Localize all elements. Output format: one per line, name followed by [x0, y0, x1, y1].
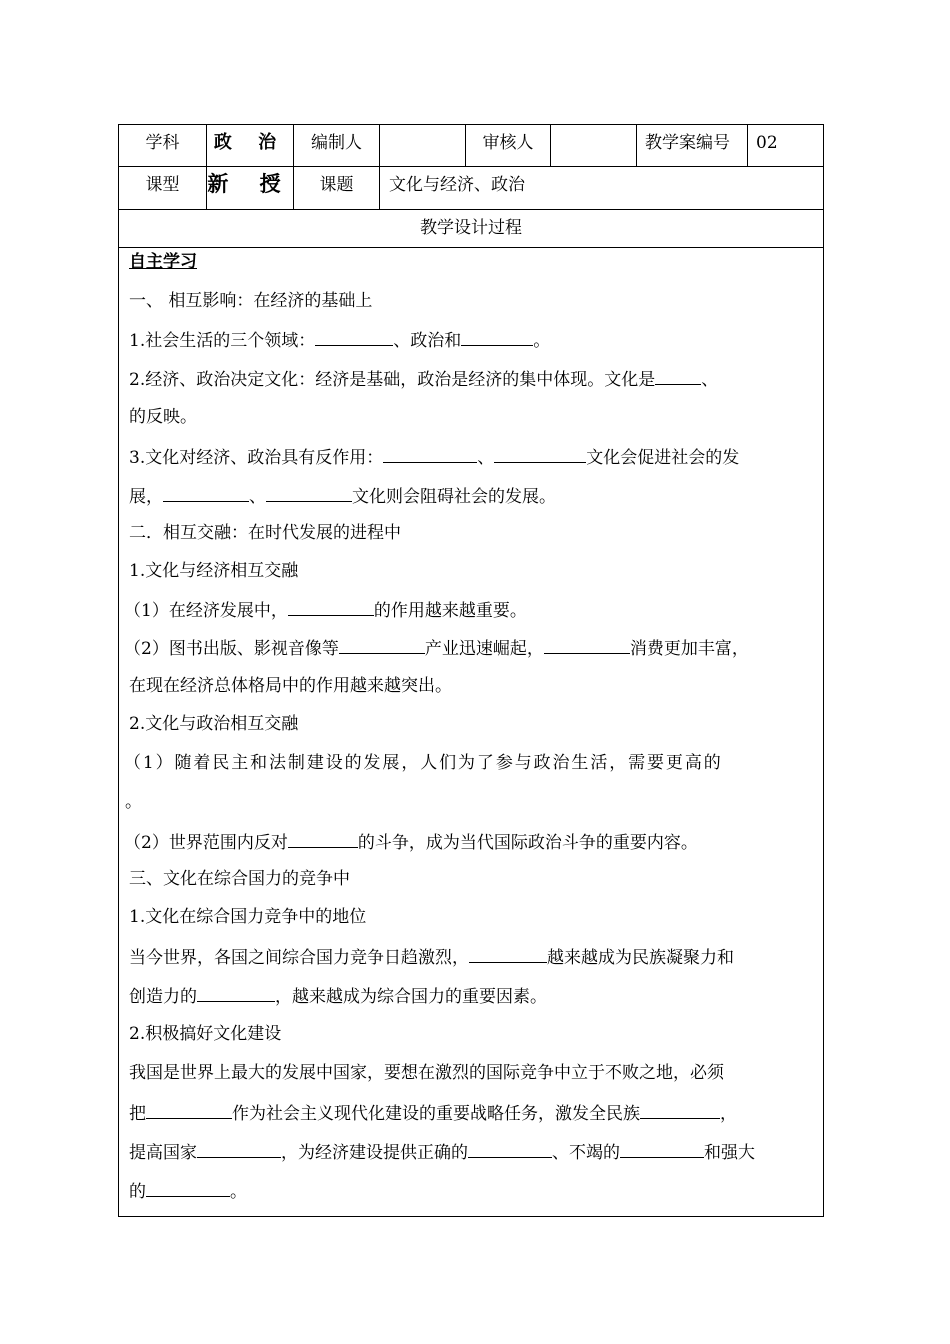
reviewer-label-cell	[466, 125, 551, 166]
type-label-cell	[119, 166, 207, 209]
text-line: （1）随着民主和法制建设的发展，人们为了参与政治生活，需要更高的	[124, 753, 723, 773]
text-line: 。	[125, 792, 142, 812]
fill-blank[interactable]	[266, 487, 352, 502]
text-line: 我国是世界上最大的发展中国家，要想在激烈的国际竞争中立于不败之地，必须	[129, 1063, 724, 1083]
text-line: 在现在经济总体格局中的作用越来越突出。	[129, 676, 452, 696]
text-line: 的 。	[129, 1182, 247, 1202]
subheading: 2.文化与政治相互交融	[129, 714, 299, 734]
self-study-content	[119, 247, 823, 1216]
editor-label-cell	[294, 125, 380, 166]
fill-blank[interactable]	[655, 370, 701, 385]
plan-no-value-cell	[748, 125, 823, 166]
fill-blank[interactable]	[288, 833, 358, 848]
self-study-title: 自主学习	[129, 252, 197, 272]
fill-blank[interactable]	[620, 1143, 704, 1158]
topic-value-cell	[380, 166, 823, 209]
fill-blank[interactable]	[146, 1104, 232, 1119]
fill-blank[interactable]	[494, 448, 586, 463]
lesson-plan-table	[118, 124, 824, 1217]
type-value-cell	[207, 166, 294, 209]
fill-blank[interactable]	[146, 1182, 230, 1197]
fill-blank[interactable]	[163, 487, 249, 502]
fill-blank[interactable]	[288, 601, 374, 616]
type-value: 新 授	[207, 172, 293, 196]
plan-no-label-cell	[637, 125, 748, 166]
heading-1: 一、 相互影响：在经济的基础上	[129, 291, 373, 311]
text-line: （1）在经济发展中， 的作用越来越重要。	[124, 601, 527, 621]
editor-label: 编制人	[311, 133, 362, 153]
text-line: 把 作为社会主义现代化建设的重要战略任务，激发全民族 ，	[129, 1104, 737, 1124]
fill-blank[interactable]	[339, 639, 425, 654]
heading-3: 三、文化在综合国力的竞争中	[129, 869, 350, 889]
text-line: 2.经济、政治决定文化：经济是基础，政治是经济的集中体现。文化是 、	[129, 370, 719, 390]
editor-value-cell	[380, 125, 466, 166]
topic-label-cell	[294, 166, 380, 209]
fill-blank[interactable]	[468, 1143, 552, 1158]
plan-no-value: 02	[756, 133, 778, 153]
fill-blank[interactable]	[461, 331, 533, 346]
text-line: （2）世界范围内反对 的斗争，成为当代国际政治斗争的重要内容。	[124, 833, 698, 853]
text-line: 当今世界，各国之间综合国力竞争日趋激烈， 越来越成为民族凝聚力和	[129, 948, 734, 968]
subject-value-cell	[207, 125, 294, 166]
header-row-1	[119, 125, 823, 167]
section-title-cell	[119, 209, 823, 247]
text-line: 提高国家 ，为经济建设提供正确的 、不竭的 和强大	[129, 1143, 755, 1163]
section-title: 教学设计过程	[420, 218, 522, 238]
topic-label: 课题	[319, 175, 354, 195]
subheading: 2.积极搞好文化建设	[129, 1024, 282, 1044]
subject-label: 学科	[145, 133, 180, 153]
text-line: 的反映。	[129, 407, 197, 427]
subject-label-cell	[119, 125, 207, 166]
subheading: 1.文化在综合国力竞争中的地位	[129, 907, 367, 927]
reviewer-value-cell	[551, 125, 637, 166]
subject-value: 政 治	[213, 132, 287, 153]
text-line: 3.文化对经济、政治具有反作用： 、 文化会促进社会的发	[129, 448, 740, 468]
heading-2: 二．相互交融：在时代发展的进程中	[129, 523, 401, 543]
section-title-row	[119, 209, 823, 248]
fill-blank[interactable]	[383, 448, 477, 463]
plan-no-label: 教学案编号	[645, 133, 730, 153]
text-line: 创造力的 ，越来越成为综合国力的重要因素。	[129, 987, 547, 1007]
reviewer-label: 审核人	[482, 133, 534, 153]
text-line: 1.社会生活的三个领域： 、政治和 。	[129, 331, 551, 351]
text-line: （2）图书出版、影视音像等 产业迅速崛起， 消费更加丰富，	[124, 639, 749, 659]
subheading: 1.文化与经济相互交融	[129, 561, 299, 581]
type-label: 课型	[145, 175, 180, 195]
fill-blank[interactable]	[315, 331, 393, 346]
fill-blank[interactable]	[197, 987, 275, 1002]
fill-blank[interactable]	[469, 948, 547, 963]
fill-blank[interactable]	[544, 639, 630, 654]
topic-value: 文化与经济、政治	[389, 175, 525, 195]
text-line: 展， 、 文化则会阻碍社会的发展。	[129, 487, 556, 507]
fill-blank[interactable]	[197, 1143, 281, 1158]
header-row-2	[119, 166, 823, 210]
fill-blank[interactable]	[640, 1104, 720, 1119]
